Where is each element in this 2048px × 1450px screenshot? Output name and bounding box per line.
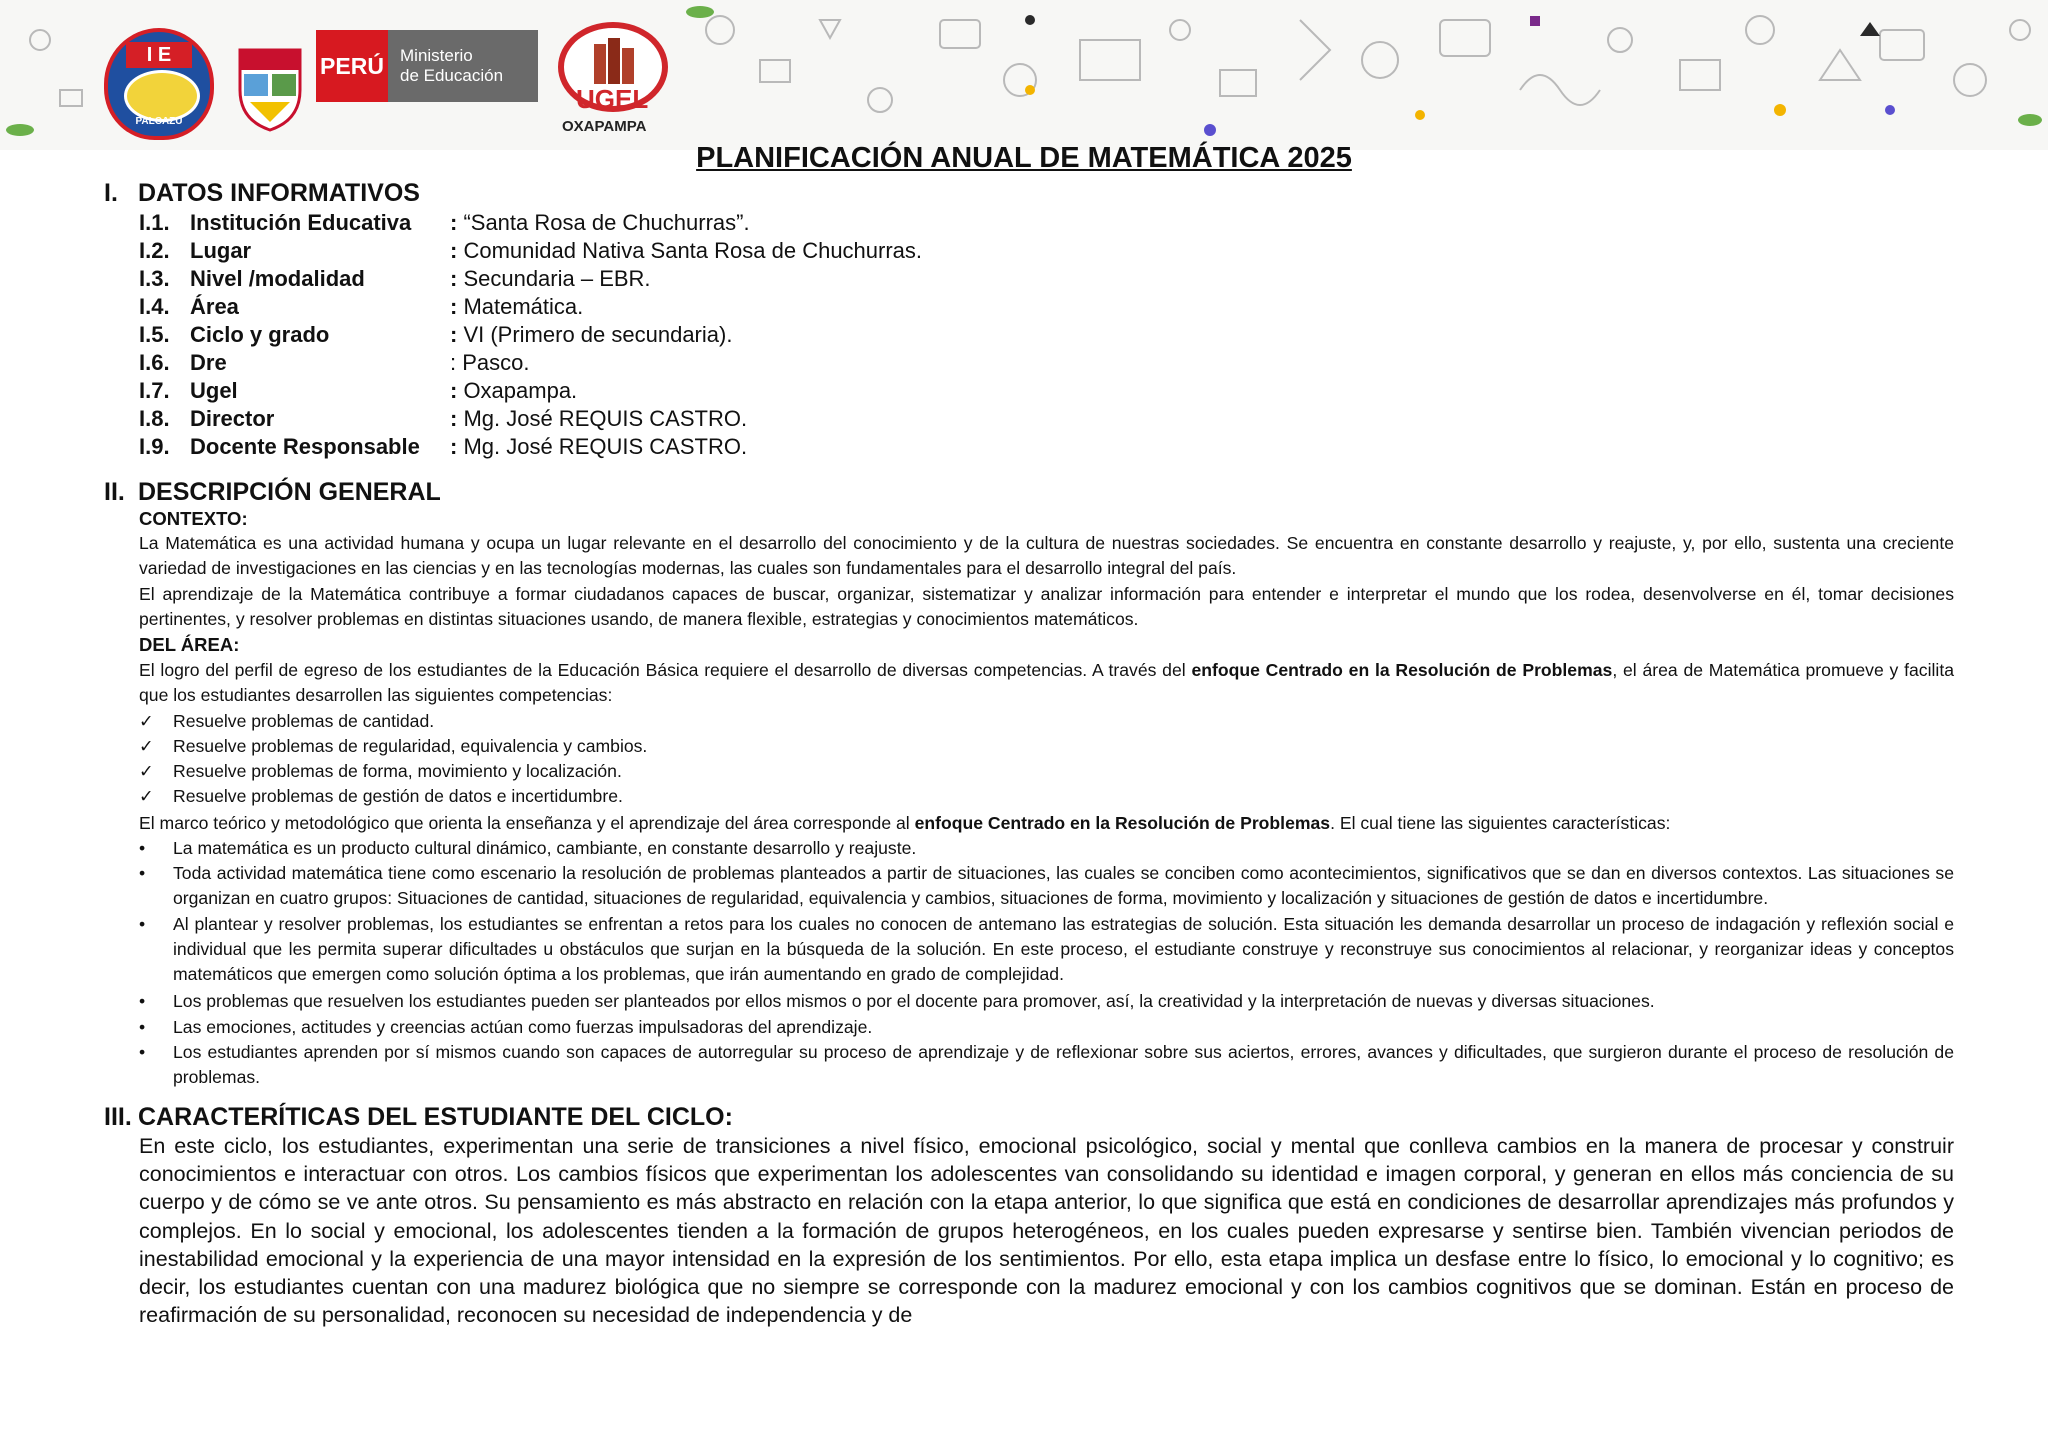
info-row-key: Área (190, 294, 239, 319)
bullet-icon: • (139, 863, 146, 883)
info-row-number: I.8. (139, 406, 170, 431)
section-3-heading (104, 1103, 733, 1132)
section-1-number: I. (104, 179, 118, 207)
info-row-colon: : (450, 210, 458, 235)
info-row-value (450, 322, 732, 348)
school-logo-label: PALCAZU (135, 116, 183, 127)
caracteristica-text: Las emociones, actitudes y creencias actúan como fuerzas impulsadoras del aprendizaje. (173, 1017, 873, 1037)
marco-text-a: El marco teórico y metodológico que orienta la enseñanza y el aprendizaje del área corresponde al (139, 813, 915, 833)
info-row-number: I.2. (139, 238, 170, 263)
info-row-value-text: Secundaria – EBR. (457, 266, 651, 291)
info-row-value-text: VI (Primero de secundaria). (457, 322, 733, 347)
competencia-item (139, 734, 1954, 759)
school-logo-emblem (124, 70, 200, 122)
info-row-number: I.7. (139, 378, 170, 403)
caracteristica-text: La matemática es un producto cultural dinámico, cambiante, en constante desarrollo y reajuste. (173, 838, 917, 858)
info-row-value (450, 378, 577, 404)
area-paragraph (139, 658, 1954, 708)
ugel-name: UGEL (576, 84, 649, 114)
minedu-logo (316, 30, 538, 102)
checkmark-icon: ✓ (139, 761, 154, 781)
info-row-colon: : (450, 378, 458, 403)
info-row-colon: : (450, 266, 458, 291)
info-row-value (450, 434, 747, 460)
info-row-colon: : (450, 294, 458, 319)
caracteristica-text: Los problemas que resuelven los estudiantes pueden ser planteados por ellos mismos o por el docente para promover, así, la creatividad y la interpretación de nuevas y diversas situaciones. (173, 991, 1655, 1011)
info-row-key: Institución Educativa (190, 210, 412, 235)
caracteristica-item (139, 861, 1954, 911)
ugel-city: OXAPAMPA (562, 118, 647, 135)
info-row-key: Docente Responsable (190, 434, 420, 459)
competencia-text: Resuelve problemas de cantidad. (173, 711, 435, 731)
peru-coat-of-arms-icon (230, 40, 310, 136)
info-row-key: Dre (190, 350, 227, 375)
info-row-colon: : (450, 406, 458, 431)
info-row-key: Ugel (190, 378, 238, 403)
competencia-text: Resuelve problemas de forma, movimiento y localización. (173, 761, 622, 781)
info-row-number: I.9. (139, 434, 170, 459)
marco-paragraph (139, 811, 1954, 836)
caracteristica-text: Los estudiantes aprenden por sí mismos cuando son capaces de autorregular su proceso de aprendizaje y de reflexionar sobre sus aciertos, errores, avances y dificultades, que surgieron durante el proceso de resolución de problemas. (173, 1042, 1954, 1087)
checkmark-icon: ✓ (139, 736, 154, 756)
competencia-item (139, 759, 1954, 784)
caracteristica-item (139, 836, 1954, 861)
info-row-number: I.4. (139, 294, 170, 319)
area-paragraph-text-a: El logro del perfil de egreso de los estudiantes de la Educación Básica requiere el desarrollo de diversas competencias. A través del (139, 660, 1192, 680)
info-row-key: Ciclo y grado (190, 322, 330, 347)
marco-bold: enfoque Centrado en la Resolución de Problemas (914, 813, 1331, 833)
minedu-peru-label: PERÚ (316, 30, 388, 102)
contexto-paragraph-2: El aprendizaje de la Matemática contribuye a formar ciudadanos capaces de buscar, organizar, sistematizar y analizar información para entender e interpretar el mundo que los rodea, desenvolverse en él, tomar decisiones pertinentes, y resolver problemas en distintas situaciones usando, de manera flexible, estrategias y conocimientos matemáticos. (139, 584, 1954, 629)
info-row-value-text: : Pasco. (450, 350, 530, 375)
info-row-key: Director (190, 406, 275, 431)
info-row-value-text: Oxapampa. (457, 378, 578, 403)
info-row-value (450, 294, 583, 320)
info-row-value (450, 210, 750, 236)
header-banner (0, 0, 2048, 150)
competencia-item (139, 784, 1954, 809)
marco-text-b: . El cual tiene las siguientes características: (1330, 813, 1671, 833)
section-2-title: DESCRIPCIÓN GENERAL (138, 478, 441, 506)
info-row-colon: : (450, 322, 458, 347)
info-row-key: Nivel /modalidad (190, 266, 365, 291)
minedu-name (400, 46, 503, 86)
section-2-number: II. (104, 478, 125, 506)
section-3-title: CARACTERÍTICAS DEL ESTUDIANTE DEL CICLO: (138, 1103, 733, 1131)
info-row-value-text: Mg. José REQUIS CASTRO. (457, 434, 748, 459)
competencia-text: Resuelve problemas de gestión de datos e incertidumbre. (173, 786, 623, 806)
section-2-heading (104, 478, 441, 507)
minedu-educacion: de Educación (400, 66, 504, 85)
info-row-value-text: Matemática. (457, 294, 584, 319)
info-row-colon: : (450, 238, 458, 263)
caracteristica-item (139, 989, 1954, 1014)
info-row-number: I.1. (139, 210, 170, 235)
section-1-heading (104, 179, 420, 208)
school-logo (104, 28, 214, 140)
area-label: DEL ÁREA: (139, 634, 240, 655)
section-3-number: III. (104, 1103, 132, 1131)
competencia-item (139, 709, 1954, 734)
contexto-paragraph-1: La Matemática es una actividad humana y ocupa un lugar relevante en el desarrollo del conocimiento y de la cultura de nuestras sociedades. Se encuentra en constante desarrollo y reajuste, y, por ello, sustenta una creciente variedad de investigaciones en las ciencias y en las tecnologías modernas, las cuales son fundamentales para el desarrollo integral del país. (139, 533, 1954, 578)
info-row-number: I.5. (139, 322, 170, 347)
caracteristica-item (139, 1015, 1954, 1040)
info-row-value (450, 238, 922, 264)
section-3-paragraph: En este ciclo, los estudiantes, experimentan una serie de transiciones a nivel físico, emocional psicológico, social y mental que conlleva cambios en la manera de procesar y construir conocimientos e interactuar con otros. Los cambios físicos que experimentan los adolescentes van consolidando su identidad e imagen corporal, y generan en ellos más conciencia de su cuerpo y de cómo se ve ante otros. Su pensamiento es más abstracto en relación con la etapa anterior, lo que significa que está en condiciones de desarrollar aprendizajes más profundos y complejos. En lo social y emocional, los adolescentes tienden a la formación de grupos heterogéneos, en los cuales pueden expresarse y sentirse bien. También vivencian periodos de inestabilidad emocional y la experiencia de una mayor intensidad en la expresión de los sentimientos. Por ello, esta etapa implica un desfase entre lo físico, lo emocional y lo cognitivo; es decir, los estudiantes cuentan con una madurez biológica que no siempre se corresponde con la madurez emocional y con los cambios cognitivos que se dominan. Están en proceso de reafirmación de su personalidad, reconocen su necesidad de independencia y de (139, 1134, 1954, 1328)
caracteristica-text: Toda actividad matemática tiene como escenario la resolución de problemas planteados a partir de situaciones, las cuales se conciben como acontecimientos, significativos que se dan en diversos contextos. Las situaciones se organizan en cuatro grupos: Situaciones de cantidad, situaciones de regularidad, equivalencia y cambios, situaciones de forma, movimiento y localización y situaciones de gestión de datos e incertidumbre. (173, 863, 1954, 908)
bullet-icon: • (139, 1017, 146, 1037)
area-paragraph-bold: enfoque Centrado en la Resolución de Problemas (1191, 660, 1613, 680)
info-row-value-text: Mg. José REQUIS CASTRO. (457, 406, 748, 431)
info-row-number: I.3. (139, 266, 170, 291)
info-row-value-text: “Santa Rosa de Chuchurras”. (457, 210, 750, 235)
info-row-value (450, 350, 529, 376)
info-row-number: I.6. (139, 350, 170, 375)
info-row-value-text: Comunidad Nativa Santa Rosa de Chuchurras. (457, 238, 923, 263)
minedu-ministerio: Ministerio (400, 46, 473, 65)
bullet-icon: • (139, 991, 146, 1011)
document-title: PLANIFICACIÓN ANUAL DE MATEMÁTICA 2025 (696, 142, 1352, 174)
contexto-label: CONTEXTO: (139, 508, 248, 529)
bullet-icon: • (139, 914, 146, 934)
caracteristica-text: Al plantear y resolver problemas, los estudiantes se enfrentan a retos para los cuales no conocen de antemano las estrategias de solución. Esta situación les demanda desarrollar un proceso de indagación y reflexión social e individual que les permita superar dificultades u obstáculos que surjan en la búsqueda de la solución. En este proceso, el estudiante construye y reconstruye sus conocimientos al relacionar, y reorganizar ideas y conceptos matemáticos que emergen como solución óptima a los problemas, que irán aumentando en grado de complejidad. (173, 914, 1954, 984)
info-row-key: Lugar (190, 238, 252, 263)
info-row-value (450, 266, 651, 292)
ugel-logo (550, 22, 680, 140)
checkmark-icon: ✓ (139, 711, 154, 731)
caracteristica-item (139, 1040, 1954, 1090)
checkmark-icon: ✓ (139, 786, 154, 806)
info-row-value (450, 406, 747, 432)
competencia-text: Resuelve problemas de regularidad, equivalencia y cambios. (173, 736, 648, 756)
bullet-icon: • (139, 1042, 146, 1062)
bullet-icon: • (139, 838, 146, 858)
area-paragraph-text-b: , el área de Matemática promueve y facilita que los estudiantes desarrollen las siguientes competencias: (139, 660, 1954, 705)
section-1-title: DATOS INFORMATIVOS (138, 179, 420, 207)
info-row-colon: : (450, 434, 458, 459)
school-logo-letters: I E (126, 42, 192, 68)
caracteristica-item (139, 912, 1954, 987)
